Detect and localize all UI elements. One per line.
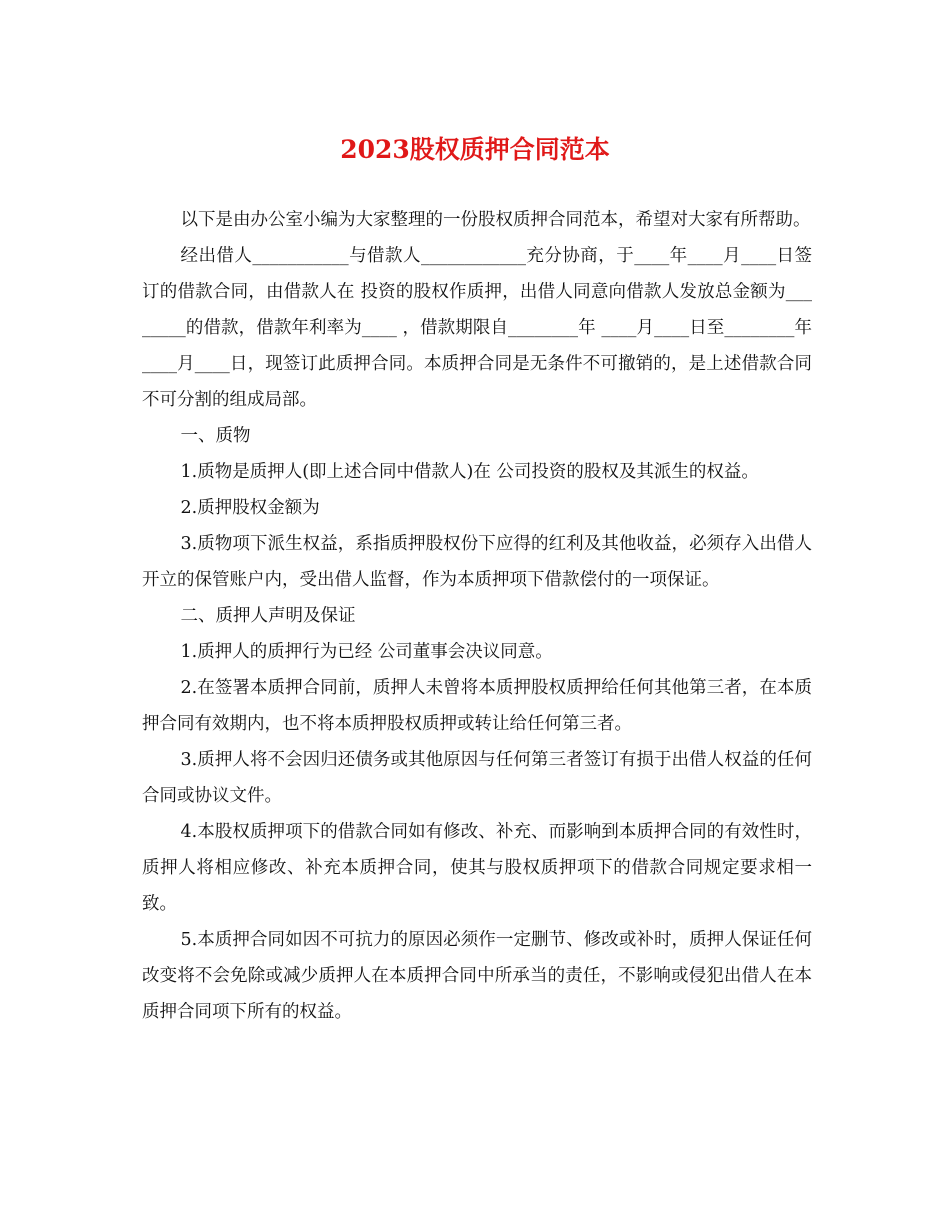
paragraph-intro: 以下是由办公室小编为大家整理的一份股权质押合同范本，希望对大家有所帮助。	[180, 210, 811, 230]
document-title: 2023股权质押合同范本	[340, 135, 610, 164]
document-body	[142, 202, 812, 1030]
clause-1-1: 1.质物是质押人(即上述合同中借款人)在 公司投资的股权及其派生的权益。	[180, 462, 759, 482]
clause-2-3: 3.质押人将不会因归还债务或其他原因与任何第三者签订有损于出借人权益的任何合同或协议文件。	[142, 750, 812, 806]
section-heading-warranties: 二、质押人声明及保证	[180, 606, 356, 626]
clause-2-4: 4.本股权质押项下的借款合同如有修改、补充、而影响到本质押合同的有效性时，质押人将相应修改、补充本质押合同，使其与股权质押项下的借款合同规定要求相一致。	[142, 822, 812, 914]
clause-2-1: 1.质押人的质押行为已经 公司董事会决议同意。	[180, 642, 553, 662]
clause-2-5: 5.本质押合同如因不可抗力的原因必须作一定删节、修改或补时，质押人保证任何改变将不会免除或减少质押人在本质押合同中所承当的责任，不影响或侵犯出借人在本质押合同项下所有的权益。	[142, 930, 812, 1022]
paragraph-preamble: 经出借人___________与借款人____________充分协商，于____年____月____日签订的借款合同，由借款人在 投资的股权作质押，出借人同意向借款人发放总金额为________的借款，借款年利率为____ ，借款期限自________年 ____月____日至________年____月____日，现签订此质押合同。本质押合同是无条件不可撤销的，是上述借款合同不可分割的组成局部。	[142, 246, 812, 410]
clause-1-2: 2.质押股权金额为	[180, 498, 320, 518]
clause-2-2: 2.在签署本质押合同前，质押人未曾将本质押股权质押给任何其他第三者，在本质押合同有效期内，也不将本质押股权质押或转让给任何第三者。	[142, 678, 812, 734]
clause-1-3: 3.质物项下派生权益，系指质押股权份下应得的红利及其他收益，必须存入出借人开立的保管账户内，受出借人监督，作为本质押项下借款偿付的一项保证。	[142, 534, 812, 590]
section-heading-collateral: 一、质物	[180, 426, 251, 446]
